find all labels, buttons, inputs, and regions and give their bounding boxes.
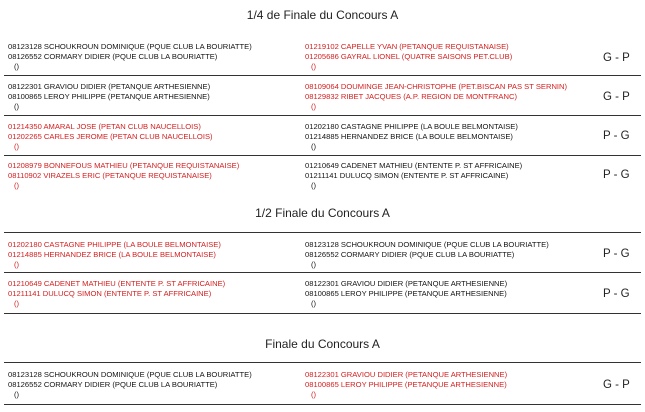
player-name: 01214350 AMARAL JOSE (PETAN CLUB NAUCELLOIS) [8,122,201,131]
player-name: 01211141 DULUCQ SIMON (ENTENTE P. ST AFFRICAINE) [305,171,509,180]
team-extra: () [311,102,317,111]
row-divider [4,115,641,116]
player-name: 01211141 DULUCQ SIMON (ENTENTE P. ST AFFRICAINE) [8,289,212,298]
player-name: 01205686 GAYRAL LIONEL (QUATRE SAISONS PET.CLUB) [305,52,513,61]
team-left [8,240,308,270]
team-extra: () [14,181,20,190]
team-right [305,42,605,72]
player-name: 01210649 CADENET MATHIEU (ENTENTE P. ST AFFRICAINE) [305,161,523,170]
match-score: P - G [603,169,630,181]
player-name: 08126552 CORMARY DIDIER (PQUE CLUB LA BOURIATTE) [8,52,218,61]
player-name: 08100865 LEROY PHILIPPE (PETANQUE ARTHESIENNE) [305,289,507,298]
team-extra: () [14,260,20,269]
player-name: 08126552 CORMARY DIDIER (PQUE CLUB LA BOURIATTE) [305,250,515,259]
team-extra: () [14,299,20,308]
team-left [8,82,308,112]
row-divider [4,404,641,405]
player-name: 01208979 BONNEFOUS MATHIEU (PETANQUE REQUISTANAISE) [8,161,240,170]
match-score: G - P [603,379,630,391]
round-title-final: Finale du Concours A [265,337,380,351]
player-name: 01219102 CAPELLE YVAN (PETANQUE REQUISTANAISE) [305,42,509,51]
team-right [305,161,605,191]
match-score: G - P [603,52,630,64]
row-divider [4,313,641,314]
player-name: 08123128 SCHOUKROUN DOMINIQUE (PQUE CLUB LA BOURIATTE) [305,240,549,249]
team-extra: () [311,390,317,399]
team-right [305,279,605,309]
team-extra: () [14,102,20,111]
row-divider [4,155,641,156]
player-name: 01202265 CARLES JEROME (PETAN CLUB NAUCELLOIS) [8,132,213,141]
player-name: 01214885 HERNANDEZ BRICE (LA BOULE BELMONTAISE) [8,250,216,259]
row-divider [4,272,641,273]
round-title-quarter-final: 1/4 de Finale du Concours A [246,8,399,22]
player-name: 08100865 LEROY PHILIPPE (PETANQUE ARTHESIENNE) [305,380,507,389]
team-right [305,240,605,270]
row-divider [4,362,641,363]
player-name: 08123128 SCHOUKROUN DOMINIQUE (PQUE CLUB LA BOURIATTE) [8,370,252,379]
match-score: P - G [603,130,630,142]
team-extra: () [14,390,20,399]
player-name: 01214885 HERNANDEZ BRICE (LA BOULE BELMONTAISE) [305,132,513,141]
player-name: 08122301 GRAVIOU DIDIER (PETANQUE ARTHESIENNE) [305,370,508,379]
player-name: 08123128 SCHOUKROUN DOMINIQUE (PQUE CLUB LA BOURIATTE) [8,42,252,51]
round-title-semi-final: 1/2 Finale du Concours A [255,206,390,220]
team-extra: () [311,260,317,269]
player-name: 01210649 CADENET MATHIEU (ENTENTE P. ST AFFRICAINE) [8,279,226,288]
match-score: P - G [603,248,630,260]
player-name: 01202180 CASTAGNE PHILIPPE (LA BOULE BELMONTAISE) [8,240,221,249]
row-divider [4,232,641,233]
team-left [8,279,308,309]
player-name: 08122301 GRAVIOU DIDIER (PETANQUE ARTHESIENNE) [8,82,211,91]
team-extra: () [311,299,317,308]
team-left [8,42,308,72]
match-score: G - P [603,91,630,103]
team-left [8,370,308,400]
player-name: 08109064 DOUMINGE JEAN-CHRISTOPHE (PET.BISCAN PAS ST SERNIN) [305,82,568,91]
team-extra: () [14,62,20,71]
team-right [305,370,605,400]
team-left [8,161,308,191]
team-extra: () [311,181,317,190]
player-name: 08129832 RIBET JACQUES (A.P. REGION DE MONTFRANC) [305,92,517,101]
team-extra: () [311,142,317,151]
team-right [305,82,605,112]
team-right [305,122,605,152]
player-name: 08126552 CORMARY DIDIER (PQUE CLUB LA BOURIATTE) [8,380,218,389]
team-left [8,122,308,152]
row-divider [4,75,641,76]
player-name: 08100865 LEROY PHILIPPE (PETANQUE ARTHESIENNE) [8,92,210,101]
match-score: P - G [603,288,630,300]
team-extra: () [311,62,317,71]
team-extra: () [14,142,20,151]
player-name: 01202180 CASTAGNE PHILIPPE (LA BOULE BELMONTAISE) [305,122,518,131]
player-name: 08122301 GRAVIOU DIDIER (PETANQUE ARTHESIENNE) [305,279,508,288]
player-name: 08110902 VIRAZELS ERIC (PETANQUE REQUISTANAISE) [8,171,212,180]
